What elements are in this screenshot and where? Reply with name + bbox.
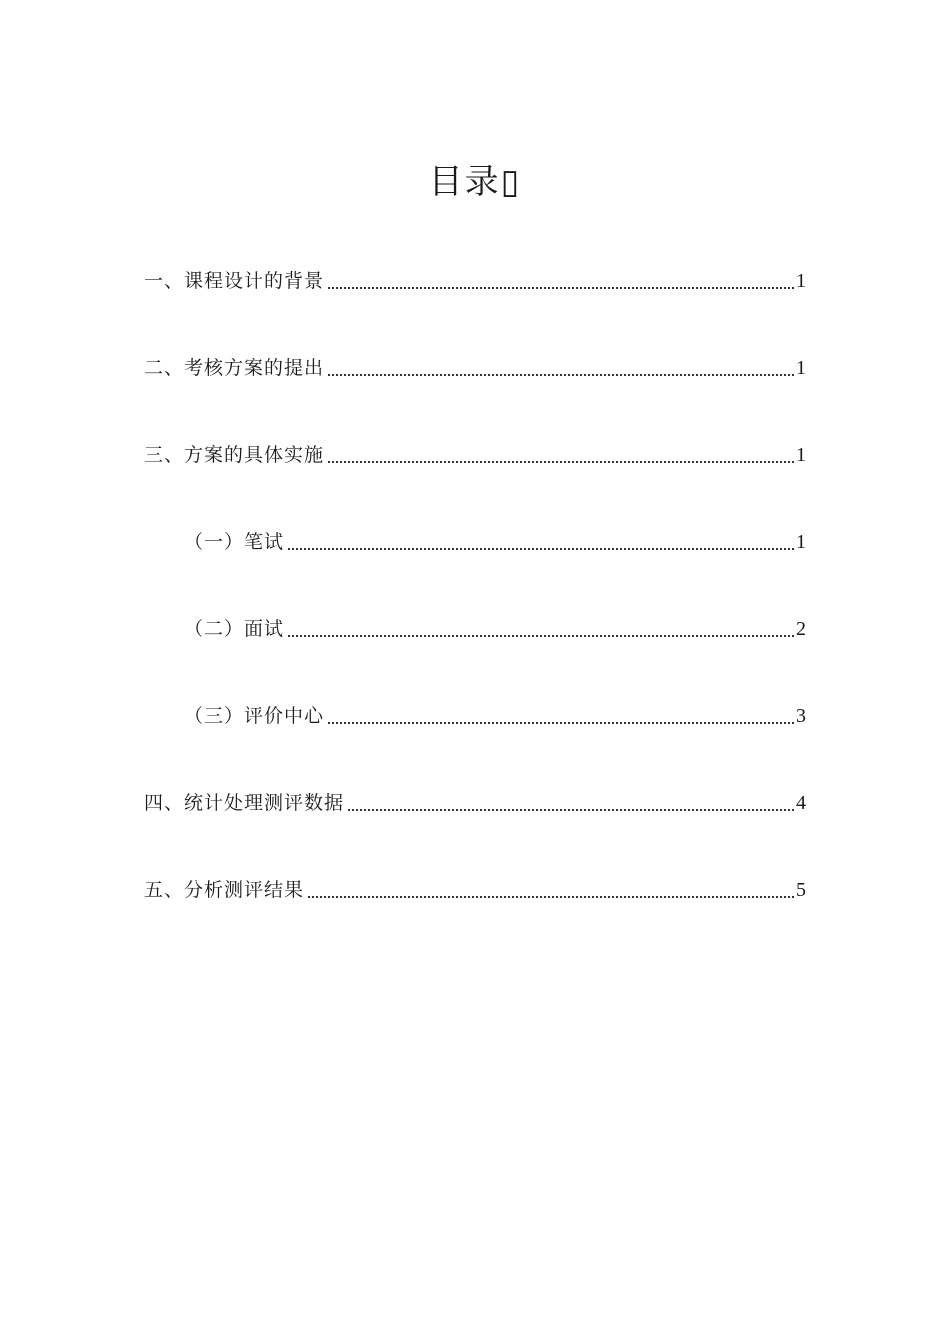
toc-entry-label: （一）笔试 [184,531,285,553]
dot-leader [288,548,794,550]
dot-leader [328,722,794,724]
toc-entry-label: 一、课程设计的背景 [144,270,325,292]
toc-entry-3[interactable] [144,441,806,469]
toc-entry-label: （三）评价中心 [184,705,325,727]
toc-entry-3-2[interactable] [184,615,806,643]
dot-leader [308,896,794,898]
toc-entry-label: 三、方案的具体实施 [144,444,325,466]
toc-entry-page: 2 [796,618,806,640]
toc-entry-label: （二）面试 [184,618,285,640]
toc-entry-page: 3 [796,705,806,727]
toc-entry-page: 1 [796,531,806,553]
toc-entry-5[interactable] [144,876,806,904]
toc-entry-label: 四、统计处理测评数据 [144,792,345,814]
toc-title-text: 目录 [428,162,501,202]
toc-title-marker: ▯ [500,162,522,202]
dot-leader [328,461,794,463]
toc-entry-page: 1 [796,444,806,466]
toc-entry-page: 5 [796,879,806,901]
toc-entry-2[interactable] [144,354,806,382]
toc-entry-1[interactable] [144,267,806,295]
toc-entry-4[interactable] [144,789,806,817]
toc-entry-3-3[interactable] [184,702,806,730]
dot-leader [348,809,794,811]
toc-entry-label: 五、分析测评结果 [144,879,305,901]
toc-entry-label: 二、考核方案的提出 [144,357,325,379]
dot-leader [288,635,794,637]
toc-entry-3-1[interactable] [184,528,806,556]
toc-entry-page: 4 [796,792,806,814]
dot-leader [328,374,794,376]
toc-entry-page: 1 [796,270,806,292]
dot-leader [328,287,794,289]
toc-entry-page: 1 [796,357,806,379]
